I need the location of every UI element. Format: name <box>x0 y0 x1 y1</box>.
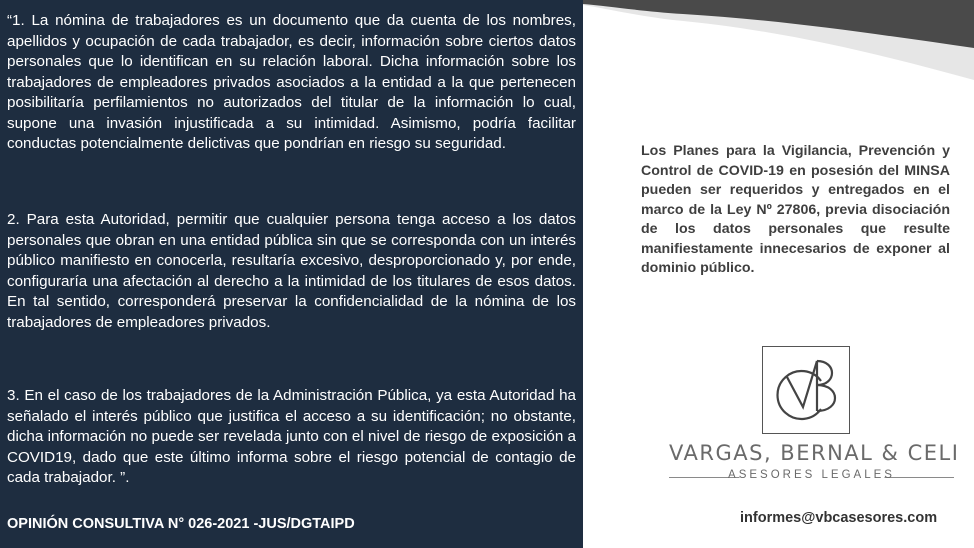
summary-text: Los Planes para la Vigilancia, Prevención y Control de COVID-19 en posesión del MINSA pueden ser requeridos y entregados en el marco de la Ley Nº 27806, previa disociación de los datos personales que resulte manifiestamente innecesarios de exponer al dominio público. <box>641 143 950 276</box>
quote-paragraph-3: 3. En el caso de los trabajadores de la Administración Pública, ya esta Autoridad ha señalado el interés público que justifica el acceso a su identificación; no obstante, dicha información no puede ser revelada junto con el nivel de riesgo de exposición a COVID19, dado que este último informa sobre el riesgo potencial de contagio de cada trabajador. ”. <box>7 387 576 486</box>
firm-tagline: ASESORES LEGALES <box>728 469 895 481</box>
decorative-swoosh <box>583 0 974 90</box>
vbc-monogram-icon <box>763 347 849 433</box>
contact-email[interactable]: informes@vbcasesores.com <box>740 510 938 526</box>
opinion-reference: OPINIÓN CONSULTIVA N° 026-2021 -JUS/DGTAIPD <box>7 516 355 532</box>
quote-paragraph-2: 2. Para esta Autoridad, permitir que cualquier persona tenga acceso a los datos personales que obran en una entidad pública sin que se corresponda con un interés público manifiesto en conocerla, resultaría excesivo, desproporcionado y, por ende, configuraría una afectación al derecho a la intimidad de los titulares de esos datos. En tal sentido, corresponderá preservar la confidencialidad de la nómina de los trabajadores de empleadores privados. <box>7 211 576 331</box>
firm-logo <box>762 346 850 434</box>
summary-panel <box>583 0 974 548</box>
quote-paragraph-1: “1. La nómina de trabajadores es un documento que da cuenta de los nombres, apellidos y ocupación de cada trabajador, es decir, información sobre ciertos datos personales que lo identifican en su relación laboral. Dicha información sobre los trabajadores de empleadores privados asociados a la entidad a la que pertenecen posibilitaría perfilamientos no autorizados del titular de la información lo cual, supone una invasión injustificada a su intimidad. Asimismo, podría facilitar conductas potencialmente delictivas que pondrían en riesgo su seguridad. <box>7 12 576 152</box>
firm-name: VARGAS, BERNAL & CELI <box>669 441 960 465</box>
